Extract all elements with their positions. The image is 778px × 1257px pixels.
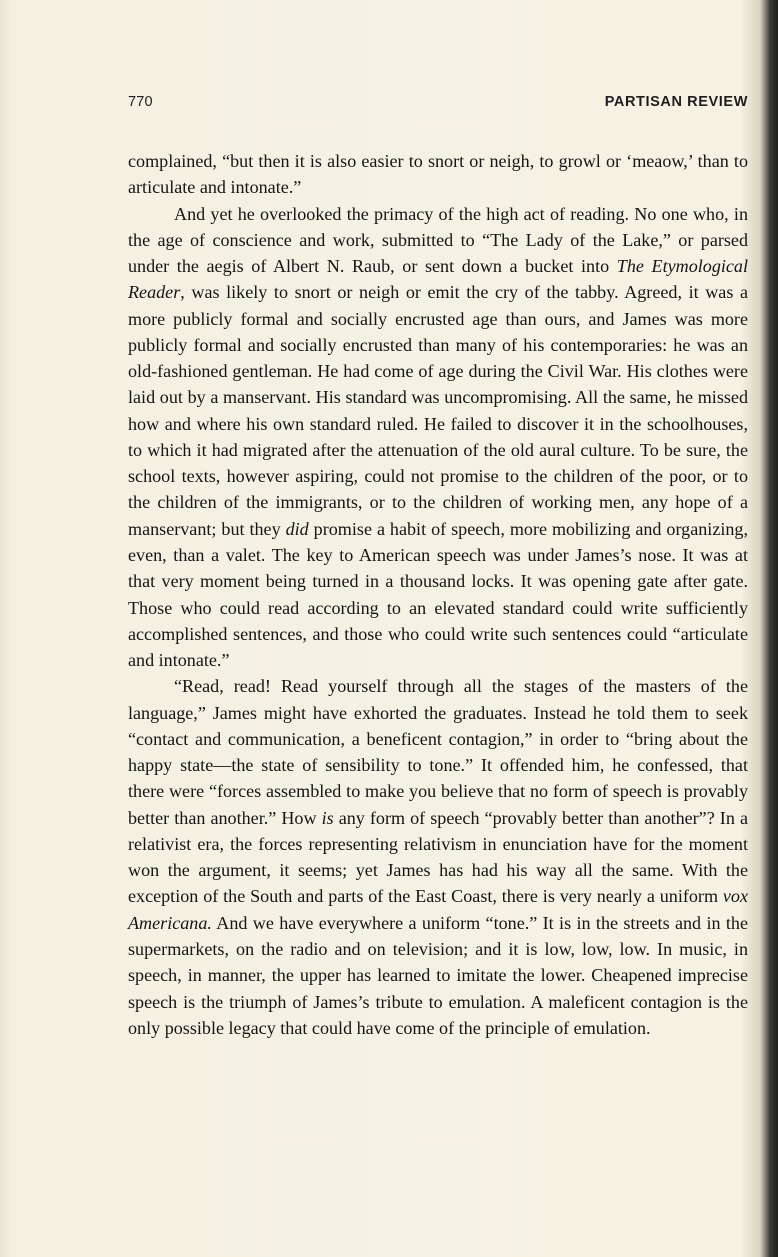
paragraph-1	[128, 148, 748, 201]
paragraph-2-text-b: , was likely to snort or neigh or emit the cry of the tabby. Agreed, it was a more publicly formal and socially encrusted age than ours, and James was more publicly formal and socially encrusted than many of his contemporaries: he was an old-fashioned gentleman. He had come of age during the Civil War. His clothes were laid out by a manservant. His standard was uncompromising. All the same, he missed how and where his own standard ruled. He failed to discover it in the schoolhouses, to which it had migrated after the attenuation of the old aural culture. To be sure, the school texts, however aspiring, could not promise to the children of the poor, or to the children of the immigrants, or to the children of working men, any hope of a manservant; but they	[128, 282, 748, 539]
body-text	[128, 148, 748, 1041]
paragraph-2	[128, 201, 748, 674]
book-title-italic: The Etymological Reader	[128, 256, 749, 303]
running-head: PARTISAN REVIEW	[604, 94, 748, 110]
paragraph-3-text-c: And we have everywhere a uniform “tone.” It is in the streets and in the supermarkets, on the radio and on television; and it is low, low, low. In music, in speech, in manner, the upper has learned to imitate the lower. Cheapened imprecise speech is the triumph of James’s tribute to emulation. A maleficent contagion is the only possible legacy that could have come of the principle of emulation.	[128, 912, 748, 1038]
paragraph-2-text-a: And yet he overlooked the primacy of the high act of reading. No one who, in the age of conscience and work, submitted to “The Lady of the Lake,” or parsed under the aegis of Albert N. Raub, or sent down a bucket into	[128, 203, 748, 277]
emphasis-italic: is	[321, 807, 334, 828]
emphasis-italic: did	[285, 518, 309, 539]
paragraph-3	[128, 673, 748, 1041]
latin-phrase-italic: vox Americana.	[128, 886, 748, 933]
paragraph-2-text-c: promise a habit of speech, more mobilizing and organizing, even, than a valet. The key to American speech was under James’s nose. It was at that very moment being turned in a thousand locks. It was opening gate after gate. Those who could read according to an elevated standard could write sufficiently accomplished sentences, and those who could write such sentences could “articulate and intonate.”	[128, 518, 748, 671]
paragraph-3-text-a: “Read, read! Read yourself through all the stages of the masters of the language,” James might have exhorted the graduates. Instead he told them to seek “contact and communication, a beneficent contagion,” in order to “bring about the happy state—the state of sensibility to tone.” It offended him, he confessed, that there were “forces assembled to make you believe that no form of speech is provably better than another.” How	[128, 676, 748, 828]
paragraph-1-text: complained, “but then it is also easier to snort or neigh, to growl or ‘meaow,’ than to articulate and intonate.”	[128, 151, 748, 198]
paragraph-3-text-b: any form of speech “provably better than another”? In a relativist era, the forces representing relativism in enunciation have for the moment won the argument, it seems; yet James has had his way all the same. With the exception of the South and parts of the East Coast, there is very nearly a uniform	[128, 807, 748, 907]
page-number: 770	[128, 94, 153, 110]
